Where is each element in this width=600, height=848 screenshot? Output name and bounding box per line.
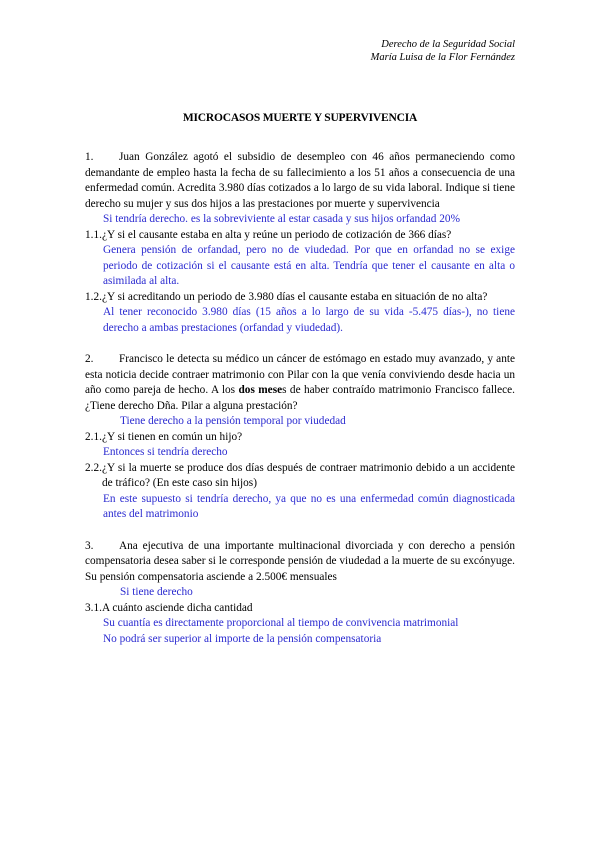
question-1-2-number: 1.2. [85, 290, 102, 303]
case-3-answer: Si tiene derecho [120, 586, 193, 598]
case-2-text-b: s de haber contraído matrimonio Francisco fallece. ¿Tiene derecho Dña. Pilar a alguna prestación? [85, 384, 515, 412]
case-3-text: Ana ejecutiva de una importante multinacional divorciada y con derecho a pensión compensatoria desea saber si le corresponde pensión de viudedad a la muerte de su excónyuge. Su pensión compensatoria asciende a 2.500€ mensuales [85, 539, 515, 583]
case-2-text-a: Francisco le detecta su médico un cáncer de estómago en estado muy avanzado, y ante esta noticia decide contraer matrimonio con Pilar con la que venía conviviendo desde hacia un año como pareja de hecho. A los [85, 353, 515, 396]
case-2-answer: Tiene derecho a la pensión temporal por viudedad [120, 415, 346, 427]
answer-2-2: En este supuesto si tendría derecho, ya que no es una enfermedad común diagnosticada antes del matrimonio [103, 492, 515, 520]
header-author: María Luisa de la Flor Fernández [370, 52, 515, 63]
case-1-answer: Si tendría derecho. es la sobreviviente al estar casada y sus hijos orfandad 20% [103, 213, 460, 225]
document-header [371, 38, 515, 64]
answer-3-1-b: No podrá ser superior al importe de la pensión compensatoria [103, 632, 382, 645]
question-3-1 [85, 601, 515, 617]
case-2-number: 2. [85, 353, 94, 365]
case-3-statement [85, 539, 515, 586]
case-1-number: 1. [85, 151, 94, 163]
case-3-number: 3. [85, 539, 94, 552]
answer-2-1: Entonces si tendría derecho [103, 446, 228, 458]
question-2-1 [85, 430, 515, 446]
question-1-1-text: ¿Y si el causante estaba en alta y reúne un periodo de cotización de 366 días? [102, 228, 452, 241]
answer-1-2: Al tener reconocido 3.980 días (15 años a lo largo de su vida -5.475 días-), no tiene derecho a ambas prestaciones (orfandad y viudedad). [103, 306, 515, 334]
question-3-1-number: 3.1. [85, 601, 102, 614]
header-course: Derecho de la Seguridad Social [381, 39, 515, 50]
answer-1-1: Genera pensión de orfandad, pero no de viudedad. Por que en orfandad no se exige periodo de cotización si el causante está en alta. Tendría que tener el causante en alta o asimilada al alta. [103, 244, 515, 287]
question-2-1-number: 2.1. [85, 430, 102, 443]
question-1-2-text: ¿Y si acreditando un periodo de 3.980 días el causante estaba en situación de no alta? [102, 290, 488, 303]
answer-3-1-a: Su cuantía es directamente proporcional al tiempo de convivencia matrimonial [103, 617, 459, 629]
question-2-2 [85, 461, 515, 492]
question-3-1-text: A cuánto asciende dicha cantidad [102, 601, 253, 614]
question-1-1 [85, 228, 515, 244]
question-2-1-text: ¿Y si tienen en común un hijo? [102, 430, 243, 443]
case-2-text-bold: dos mese [238, 384, 283, 396]
case-2-statement [85, 352, 515, 414]
question-1-2 [85, 290, 515, 306]
case-1-text: Juan González agotó el subsidio de desempleo con 46 años permaneciendo como demandante de empleo hasta la fecha de su fallecimiento a los 51 años a consecuencia de una enfermedad común. Acredita 3.980 días cotizados a lo largo de su vida laboral. Indique si tiene derecho su mujer y sus dos hijos a las prestaciones por muerte y supervivencia [85, 151, 515, 210]
document-body [85, 150, 515, 647]
question-2-2-number: 2.2. [85, 461, 102, 474]
case-1-statement [85, 150, 515, 212]
question-1-1-number: 1.1. [85, 228, 102, 241]
question-2-2-text: ¿Y si la muerte se produce dos días después de contraer matrimonio debido a un accidente de tráfico? (En este caso sin hijos) [102, 461, 515, 489]
document-title: MICROCASOS MUERTE Y SUPERVIVENCIA [182, 112, 418, 124]
